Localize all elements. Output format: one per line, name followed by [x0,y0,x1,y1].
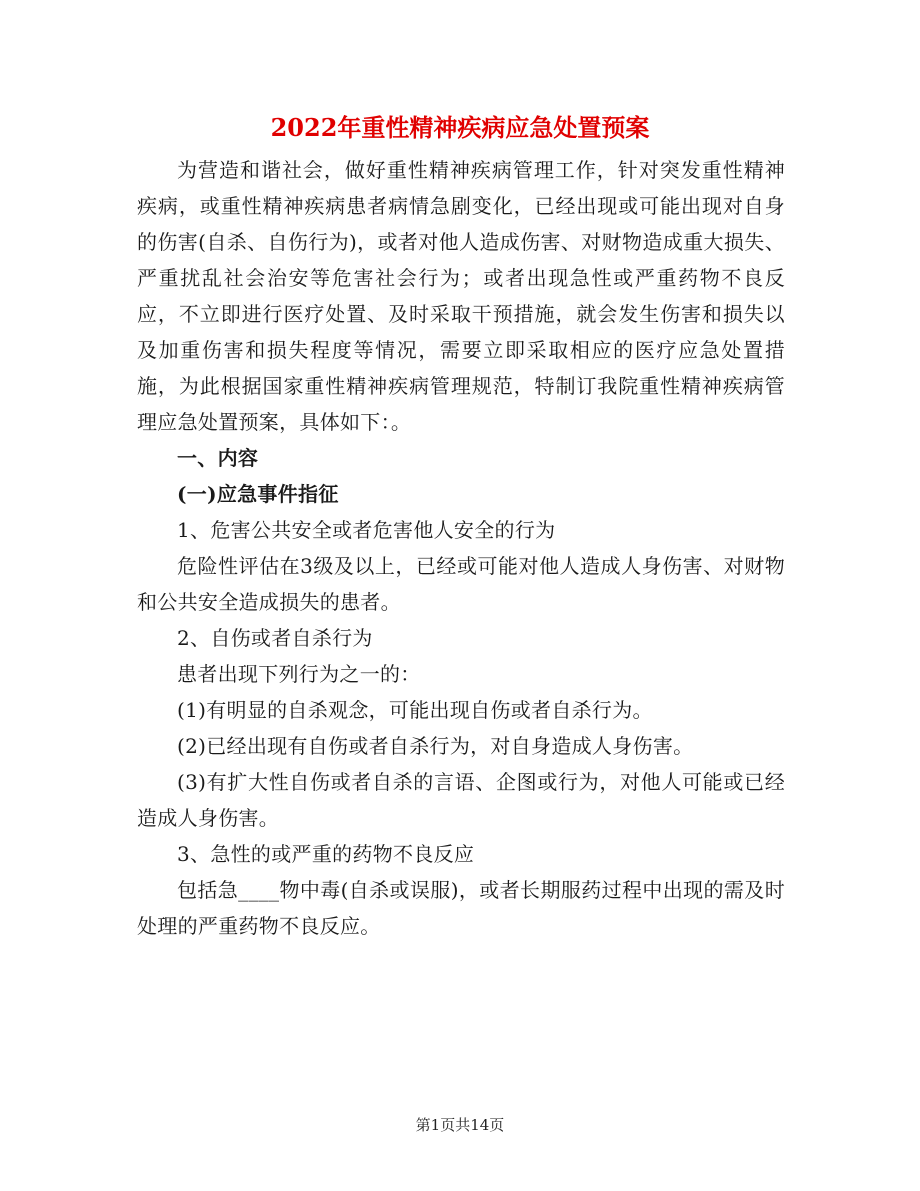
item-2-text: 患者出现下列行为之一的： [177,662,421,686]
item-2-title: 2、自伤或者自杀行为 [177,626,373,650]
item-1-title: 1、危害公共安全或者危害他人安全的行为 [177,518,556,542]
subsection-heading-indicators: (一)应急事件指征 [177,482,339,506]
item-2-sub-2: (2)已经出现有自伤或者自杀行为，对自身造成人身伤害。 [177,734,694,758]
page-number-footer: 第1页共14页 [415,1116,505,1134]
document-title: 2022年重性精神疾病应急处置预案 [270,113,650,142]
item-2-sub-1: (1)有明显的自杀观念，可能出现自伤或者自杀行为。 [177,698,653,722]
item-3-title: 3、急性的或严重的药物不良反应 [177,842,475,866]
item-1-text: 危险性评估在3级及以上，已经或可能对他人造成人身伤害、对财物和公共安全造成损失的患者。 [137,554,785,614]
item-2-sub-3: (3)有扩大性自伤或者自杀的言语、企图或行为，对他人可能或已经造成人身伤害。 [137,770,785,830]
intro-paragraph: 为营造和谐社会，做好重性精神疾病管理工作，针对突发重性精神疾病，或重性精神疾病患者病情急剧变化，已经出现或可能出现对自身的伤害(自杀、自伤行为)，或者对他人造成伤害、对财物造成重大损失、严重扰乱社会治安等危害社会行为；或者出现急性或严重药物不良反应，不立即进行医疗处置、及时采取干预措施，就会发生伤害和损失以及加重伤害和损失程度等情况，需要立即采取相应的医疗应急处置措施，为此根据国家重性精神疾病管理规范，特制订我院重性精神疾病管理应急处置预案，具体如下：。 [137,158,785,434]
document-body [137,152,785,944]
item-3-text: 包括急____物中毒(自杀或误服)，或者长期服药过程中出现的需及时处理的严重药物不良反应。 [137,878,785,938]
section-heading-content: 一、内容 [177,446,259,470]
